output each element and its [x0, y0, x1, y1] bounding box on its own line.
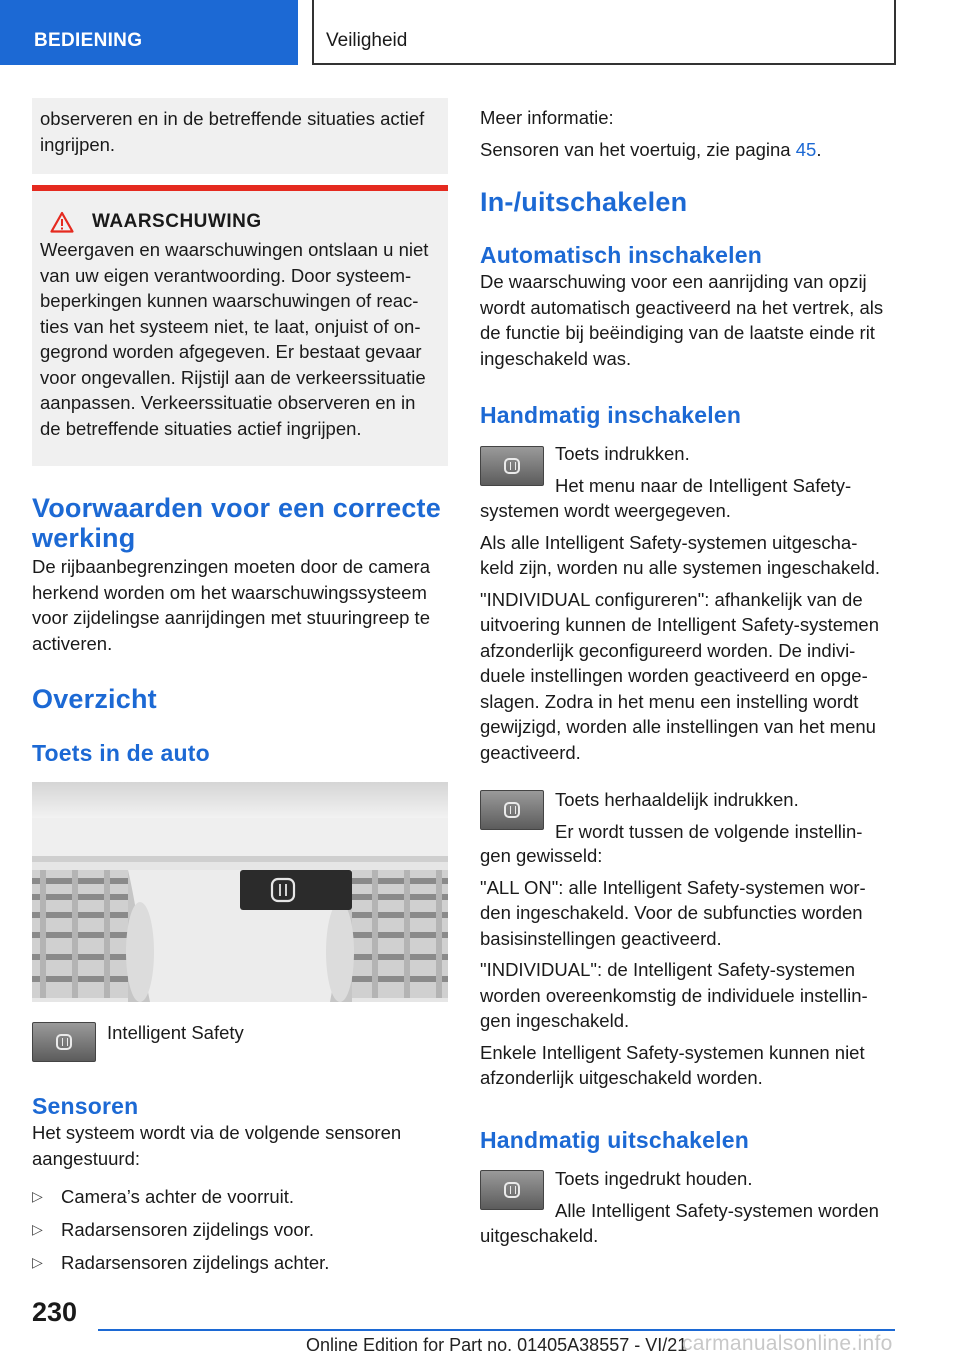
warning-line: gegrond worden afgegeven. Er bestaat gevaar [40, 341, 422, 362]
footer-edition: Online Edition for Part no. 01405A38557 - VI/21 [306, 1335, 688, 1355]
hand-in-line: Als alle Intelligent Safety-systemen uitgescha- [480, 531, 858, 553]
warning-triangle-icon [50, 211, 74, 233]
toets-section [32, 739, 448, 767]
warning-box [32, 191, 448, 466]
hand-uit-heading: Handmatig uitschakelen [480, 1127, 749, 1153]
menu-text-cont: systemen wordt weergegeven. [480, 500, 731, 521]
header-title: Veiligheid [326, 30, 408, 51]
list-item-text: Radarsensoren zijdelings achter. [61, 1252, 330, 1273]
sensoren-reference [480, 137, 900, 163]
all-on-line: den ingeschakeld. Voor de subfuncties worden [480, 902, 863, 923]
voorwaarden-line: De rijbaanbegrenzingen moeten door de camera [32, 556, 431, 577]
individual-line: gen ingeschakeld. [480, 1010, 630, 1031]
inuit-heading: In-/uitschakelen [480, 187, 688, 217]
list-item-text: Radarsensoren zijdelings voor. [61, 1219, 314, 1240]
intro-line: ingrijpen. [40, 133, 116, 155]
toets-heading: Toets in de auto [32, 740, 210, 766]
hand-in-line: duele instellingen worden geactiveerd en opge- [480, 665, 868, 686]
page-link[interactable]: 45 [795, 138, 817, 160]
warning-heading [40, 211, 440, 233]
auto-line: De waarschuwing voor een aanrijding van opzij [480, 271, 867, 292]
individual-line: "INDIVIDUAL": de Intelligent Safety-systemen [480, 959, 856, 980]
watermark: carmanualsonline.info [682, 1332, 893, 1355]
warning-line: de betreffende situaties actief ingrijpen. [40, 417, 362, 439]
enkele-line: afzonderlijk uitgeschakeld worden. [480, 1067, 763, 1088]
button-label: Intelligent Safety [107, 1022, 244, 1043]
warning-line: aanpassen. Verkeerssituatie observeren en in [40, 392, 416, 413]
hand-in-line: geactiveerd. [480, 741, 581, 763]
sensoren-section [32, 1092, 448, 1171]
menu-text: Het menu naar de Intelligent Safety- [555, 474, 852, 496]
inuit-section [480, 187, 900, 217]
all-on-line: "ALL ON": alle Intelligent Safety-systemen wor- [480, 876, 866, 898]
sensoren-list [32, 1184, 448, 1284]
hand-in-line: "INDIVIDUAL configureren": afhankelijk van de [480, 588, 863, 610]
triangle-bullet-icon: ▷ [32, 1188, 43, 1204]
off-text-cont: uitgeschakeld. [480, 1225, 599, 1246]
intro-line: observeren en in de betreffende situaties actief [40, 108, 425, 129]
warning-line: beperkingen kunnen waarschuwingen of reac- [40, 290, 419, 311]
list-item-text: Camera’s achter de voorruit. [61, 1186, 295, 1207]
overzicht-section [32, 684, 448, 714]
press-repeat-text: Toets herhaaldelijk indrukken. [555, 789, 799, 810]
warning-line: ties van het systeem niet, te laat, onjuist of on- [40, 315, 421, 337]
footer-rule [98, 1329, 895, 1331]
press-text: Toets indrukken. [555, 443, 690, 464]
auto-section [480, 241, 900, 371]
header-section-tab [0, 0, 298, 65]
sensoren-line: Het systeem wordt via de volgende sensoren [32, 1122, 402, 1143]
sensoren-line: aangestuurd: [32, 1147, 141, 1169]
hand-in-section [480, 401, 900, 429]
header-title-box [312, 0, 896, 65]
sensoren-heading: Sensoren [32, 1093, 139, 1119]
hand-in-line: gewijzigd, worden alle instellingen van het menu [480, 716, 876, 737]
page-number: 230 [32, 1297, 78, 1327]
intelligent-safety-button-icon [32, 1022, 96, 1062]
switch-text: Er wordt tussen de volgende instellin- [555, 820, 863, 842]
dashboard-photo [32, 782, 448, 1002]
triangle-bullet-icon: ▷ [32, 1254, 43, 1270]
triangle-bullet-icon: ▷ [32, 1221, 43, 1237]
intelligent-safety-button-icon [480, 790, 544, 830]
period: . [816, 138, 822, 160]
warning-line: Weergaven en waarschuwingen ontslaan u niet [40, 239, 429, 260]
voorwaarden-heading-cont: werking [32, 523, 136, 553]
intelligent-safety-button-icon [480, 1170, 544, 1210]
voorwaarden-section [32, 493, 448, 656]
meer-info [480, 105, 900, 162]
sensoren-reference-text: Sensoren van het voertuig, zie pagina [480, 138, 796, 160]
warning-line: van uw eigen verantwoording. Door systeem- [40, 264, 412, 286]
meer-info-label: Meer informatie: [480, 107, 614, 128]
all-on-line: basisinstellingen geactiveerd. [480, 927, 722, 949]
warning-line: voor ongevallen. Rijstijl aan de verkeerssituatie [40, 366, 426, 388]
overzicht-heading: Overzicht [32, 684, 157, 714]
switch-text-cont: gen gewisseld: [480, 845, 603, 866]
auto-line: ingeschakeld was. [480, 347, 632, 369]
hand-uit-section [480, 1126, 900, 1154]
warning-heading-text: WAARSCHUWING [92, 211, 262, 232]
enkele-line: Enkele Intelligent Safety-systemen kunnen niet [480, 1041, 865, 1063]
auto-heading: Automatisch inschakelen [480, 242, 762, 268]
voorwaarden-heading: Voorwaarden voor een correcte [32, 493, 441, 523]
hold-text: Toets ingedrukt houden. [555, 1168, 753, 1189]
hand-in-line: slagen. Zodra in het menu een instelling wordt [480, 690, 859, 712]
auto-line: de functie bij beëindiging van de laatste einde rit [480, 322, 875, 343]
voorwaarden-line: voor zijdelingse aanrijdingen met stuuringreep te [32, 607, 430, 628]
header-section-label: BEDIENING [34, 30, 143, 51]
hand-in-line: uitvoering kunnen de Intelligent Safety-systemen [480, 614, 880, 635]
auto-line: wordt automatisch geactiveerd na het vertrek, als [480, 296, 884, 318]
voorwaarden-line: activeren. [32, 632, 113, 654]
individual-line: worden overeenkomstig de individuele instellin- [480, 984, 868, 1006]
hand-in-heading: Handmatig inschakelen [480, 402, 742, 428]
hand-in-line: afzonderlijk geconfigureerd worden. De indivi- [480, 639, 856, 661]
intelligent-safety-button-icon [480, 446, 544, 486]
voorwaarden-line: herkend worden om het waarschuwingssysteem [32, 581, 427, 603]
intro-box [32, 98, 448, 174]
hand-in-line: keld zijn, worden nu alle systemen ingeschakeld. [480, 557, 881, 578]
off-text: Alle Intelligent Safety-systemen worden [555, 1199, 879, 1221]
